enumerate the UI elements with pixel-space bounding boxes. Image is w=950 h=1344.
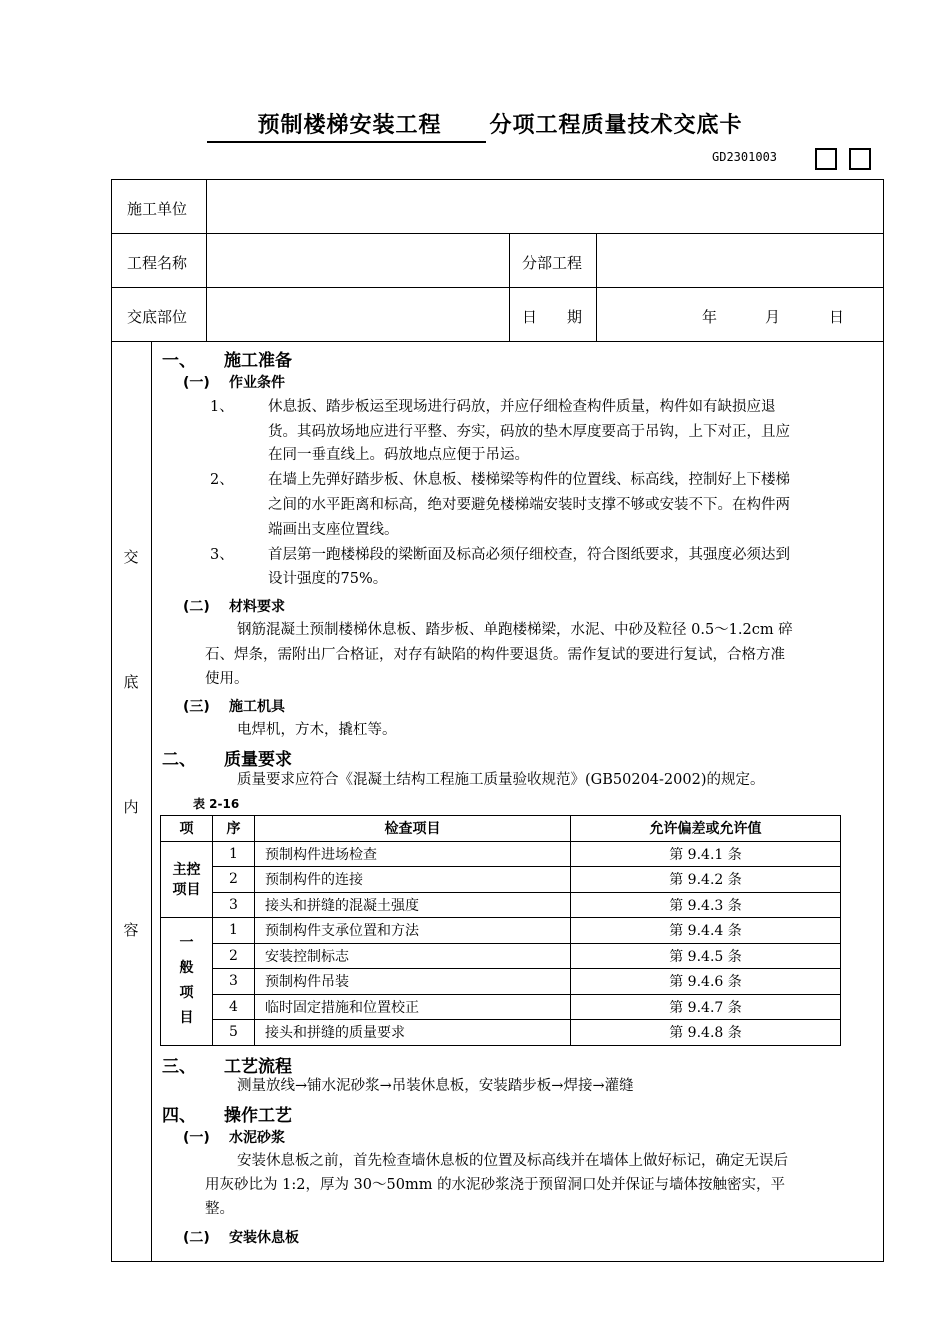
tools-text: 电焊机，方木，撬杠等。 [237, 722, 397, 738]
item-line: 货。其码放场地应进行平整、夯实，码放的垫木厚度要高于吊钩，上下对正，且应 [268, 424, 790, 440]
sidebar-char: 容 [123, 921, 139, 939]
table-header-row [161, 816, 841, 842]
material-line: 石、焊条，需附出厂合格证，对存有缺陷的构件要退货。需作复试的要进行复试，合格方准 [205, 647, 785, 663]
table-caption: 表 2-16 [193, 797, 240, 811]
title-underlined: 预制楼梯安装工程 [207, 108, 485, 143]
sec1-sub3-title: 施工机具 [229, 699, 285, 715]
item-line: 之间的水平距离和标高，绝对要避免楼梯端安装时支撑不够或安装不下。在构件两 [268, 497, 790, 513]
row-no: 1 [213, 918, 255, 944]
item-line: 在同一垂直线上。码放地点应便于吊运。 [268, 447, 529, 463]
date-year: 年 [702, 308, 718, 326]
row-no: 2 [213, 943, 255, 969]
table-row [161, 892, 841, 918]
sidebar-char: 底 [123, 673, 139, 691]
table-row [161, 1020, 841, 1046]
sidebar-char: 内 [123, 798, 139, 816]
divider [596, 233, 597, 341]
unit-label: 施工单位 [127, 200, 188, 218]
sec1-sub3-num: (三) [183, 699, 210, 715]
divider [111, 287, 884, 288]
table-row [161, 943, 841, 969]
divider [509, 233, 510, 341]
table-row [161, 994, 841, 1020]
row-value: 第 9.4.3 条 [571, 892, 841, 918]
sec1-sub2-title: 材料要求 [229, 599, 285, 615]
divider [151, 341, 152, 1262]
row-item: 临时固定措施和位置校正 [255, 994, 571, 1020]
divider [111, 233, 884, 234]
row-item: 接头和拼缝的质量要求 [255, 1020, 571, 1046]
row-no: 2 [213, 867, 255, 893]
row-value: 第 9.4.8 条 [571, 1020, 841, 1046]
item-line: 设计强度的75%。 [268, 571, 388, 587]
group-general: 一般项目 [161, 918, 213, 1046]
checkbox-1[interactable] [815, 148, 837, 170]
mortar-line: 安装休息板之前，首先检查墙休息板的位置及标高线并在墙体上做好标记，确定无误后 [237, 1153, 788, 1169]
sec2-title: 质量要求 [224, 750, 292, 770]
item-line: 在墙上先弹好踏步板、休息板、楼梯梁等构件的位置线、标高线，控制好上下楼梯 [268, 472, 790, 488]
row-no: 3 [213, 969, 255, 995]
row-item: 预制构件的连接 [255, 867, 571, 893]
row-value: 第 9.4.2 条 [571, 867, 841, 893]
sidebar-char: 交 [123, 548, 139, 566]
part-label: 交底部位 [127, 308, 188, 326]
row-item: 预制构件吊装 [255, 969, 571, 995]
sec3-title: 工艺流程 [224, 1057, 292, 1077]
doc-code: GD2301003 [712, 150, 778, 164]
mortar-line: 整。 [205, 1201, 234, 1217]
col-header: 项 [161, 816, 213, 842]
table-row [161, 841, 841, 867]
sec4-sub2-title: 安装休息板 [229, 1230, 299, 1246]
divider [206, 179, 207, 341]
row-item: 预制构件进场检查 [255, 841, 571, 867]
row-value: 第 9.4.5 条 [571, 943, 841, 969]
row-no: 4 [213, 994, 255, 1020]
item-line: 首层第一跑楼梯段的梁断面及标高必须仔细校查，符合图纸要求，其强度必须达到 [268, 547, 790, 563]
title-rest: 分项工程质量技术交底卡 [489, 113, 743, 138]
divider [111, 341, 884, 342]
col-header: 允许偏差或允许值 [571, 816, 841, 842]
date-label: 日 期 [522, 308, 583, 326]
sec4-sub1-num: (一) [183, 1130, 210, 1146]
row-value: 第 9.4.6 条 [571, 969, 841, 995]
sec1-sub1-title: 作业条件 [229, 375, 285, 391]
sec3-num: 三、 [162, 1057, 196, 1077]
item-num: 1、 [210, 399, 234, 415]
sec1-sub1-num: (一) [183, 375, 210, 391]
table-row [161, 969, 841, 995]
sec2-num: 二、 [162, 750, 196, 770]
subproject-label: 分部工程 [522, 254, 583, 272]
sec1-num: 一、 [162, 351, 196, 371]
material-line: 使用。 [205, 671, 249, 687]
item-num: 2、 [210, 472, 234, 488]
sec3-text: 测量放线→铺水泥砂浆→吊装休息板，安装踏步板→焊接→灌缝 [237, 1078, 634, 1094]
project-label: 工程名称 [127, 254, 188, 272]
row-no: 1 [213, 841, 255, 867]
material-line: 钢筋混凝土预制楼梯休息板、踏步板、单跑楼梯梁，水泥、中砂及粒径 0.5～1.2cm 碎 [237, 622, 793, 638]
row-value: 第 9.4.4 条 [571, 918, 841, 944]
sec1-title: 施工准备 [224, 351, 292, 371]
checkbox-2[interactable] [849, 148, 871, 170]
date-day: 日 [829, 308, 845, 326]
sec4-num: 四、 [162, 1106, 196, 1126]
spec-table [160, 815, 841, 1046]
row-item: 预制构件支承位置和方法 [255, 918, 571, 944]
date-month: 月 [765, 308, 781, 326]
sec4-sub1-title: 水泥砂浆 [229, 1130, 285, 1146]
item-line: 休息扳、踏步板运至现场进行码放，并应仔细检查构件质量，构件如有缺损应退 [268, 399, 776, 415]
row-item: 接头和拼缝的混凝土强度 [255, 892, 571, 918]
page-title [0, 108, 950, 143]
row-item: 安装控制标志 [255, 943, 571, 969]
col-header: 检查项目 [255, 816, 571, 842]
row-no: 5 [213, 1020, 255, 1046]
table-row [161, 918, 841, 944]
row-value: 第 9.4.7 条 [571, 994, 841, 1020]
item-num: 3、 [210, 547, 234, 563]
table-row [161, 867, 841, 893]
mortar-line: 用灰砂比为 1:2，厚为 30～50mm 的水泥砂浆浇于预留洞口处并保证与墙体按触密实，平 [205, 1177, 786, 1193]
col-header: 序 [213, 816, 255, 842]
sec1-sub2-num: (二) [183, 599, 210, 615]
sec4-title: 操作工艺 [224, 1106, 292, 1126]
row-value: 第 9.4.1 条 [571, 841, 841, 867]
sec2-text: 质量要求应符合《混凝土结构工程施工质量验收规范》(GB50204-2002)的规定。 [237, 772, 765, 788]
row-no: 3 [213, 892, 255, 918]
group-main: 主控项目 [161, 841, 213, 918]
item-line: 端画出支座位置线。 [268, 522, 399, 538]
sec4-sub2-num: (二) [183, 1230, 210, 1246]
